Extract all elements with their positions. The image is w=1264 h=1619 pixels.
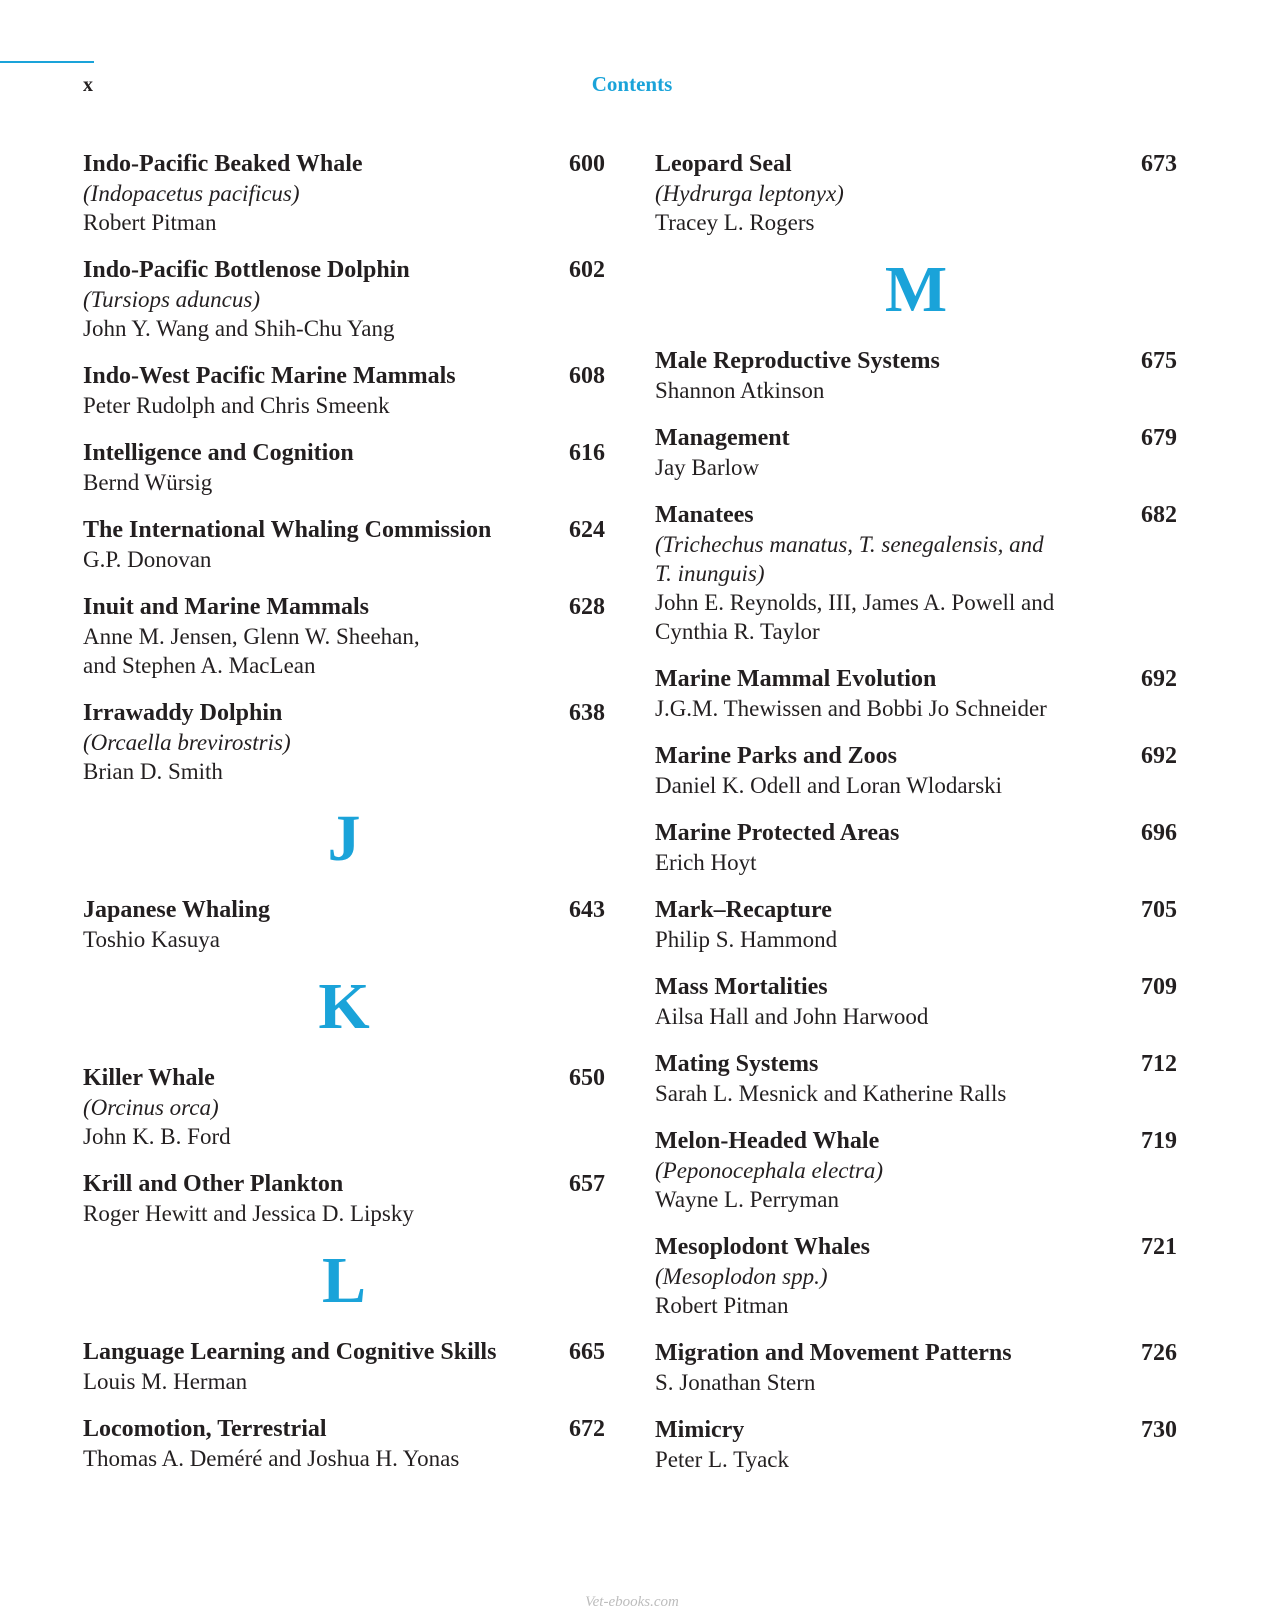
- author-line: Ailsa Hall and John Harwood: [655, 1004, 929, 1029]
- toc-entry-heading: [655, 501, 1177, 530]
- toc-entry[interactable]: [655, 501, 1177, 646]
- entry-page-number: 657: [569, 1171, 605, 1197]
- entry-page-number: 682: [1141, 502, 1177, 528]
- author-line: Sarah L. Mesnick and Katherine Ralls: [655, 1081, 1007, 1106]
- entry-page-number: 628: [569, 594, 605, 620]
- toc-entry-heading: [83, 1170, 605, 1199]
- toc-entry[interactable]: [83, 1338, 605, 1396]
- author-line: Toshio Kasuya: [83, 927, 221, 952]
- entry-title: Mark–Recapture: [655, 897, 832, 923]
- author-line: John Y. Wang and Shih-Chu Yang: [83, 316, 395, 341]
- author-line: J.G.M. Thewissen and Bobbi Jo Schneider: [655, 696, 1047, 721]
- watermark: Vet-ebooks.com: [585, 1594, 679, 1610]
- species-name: (Peponocephala electra): [655, 1158, 883, 1183]
- entry-page-number: 709: [1141, 974, 1177, 1000]
- toc-entry[interactable]: [83, 362, 605, 420]
- entry-title: Intelligence and Cognition: [83, 440, 354, 466]
- toc-entry[interactable]: [83, 516, 605, 574]
- entry-page-number: 624: [569, 517, 605, 543]
- entry-title: Marine Parks and Zoos: [655, 743, 898, 769]
- entry-page-number: 730: [1141, 1417, 1177, 1443]
- toc-entry[interactable]: [83, 593, 605, 680]
- entry-page-number: 665: [569, 1339, 605, 1365]
- entry-page-number: 679: [1141, 425, 1177, 451]
- entry-page-number: 675: [1141, 348, 1177, 374]
- author-line: Shannon Atkinson: [655, 378, 825, 403]
- author-line: S. Jonathan Stern: [655, 1370, 816, 1395]
- toc-entry-heading: [83, 1338, 605, 1367]
- toc-entry-heading: [83, 256, 605, 285]
- toc-entry-heading: [655, 896, 1177, 925]
- species-name: T. inunguis): [655, 561, 765, 586]
- author-line: Erich Hoyt: [655, 850, 757, 875]
- author-line: Louis M. Herman: [83, 1369, 248, 1394]
- corner-rule: [0, 61, 94, 63]
- entry-title: Mimicry: [655, 1417, 745, 1443]
- entry-title: Locomotion, Terrestrial: [83, 1416, 327, 1442]
- toc-entry-heading: [655, 973, 1177, 1002]
- toc-entry-heading: [655, 347, 1177, 376]
- author-line: Thomas A. Deméré and Joshua H. Yonas: [83, 1446, 460, 1471]
- toc-entry-heading: [655, 742, 1177, 771]
- author-line: John E. Reynolds, III, James A. Powell and: [655, 590, 1055, 615]
- species-name: (Mesoplodon spp.): [655, 1264, 828, 1289]
- species-name: (Hydrurga leptonyx): [655, 181, 844, 206]
- entry-page-number: 712: [1141, 1051, 1177, 1077]
- toc-entry-heading: [83, 1415, 605, 1444]
- entry-page-number: 719: [1141, 1128, 1177, 1154]
- running-head: Contents: [591, 72, 673, 96]
- entry-page-number: 673: [1141, 151, 1177, 177]
- entry-page-number: 696: [1141, 820, 1177, 846]
- entry-page-number: 721: [1141, 1234, 1177, 1260]
- author-line: Daniel K. Odell and Loran Wlodarski: [655, 773, 1003, 798]
- entry-page-number: 650: [569, 1065, 605, 1091]
- toc-entry[interactable]: [655, 896, 1177, 954]
- toc-entry-heading: [83, 896, 605, 925]
- entry-page-number: 705: [1141, 897, 1177, 923]
- toc-entry-heading: [83, 516, 605, 545]
- toc-entry[interactable]: [655, 665, 1177, 723]
- entry-page-number: 602: [569, 257, 605, 283]
- toc-entry-heading: [655, 1416, 1177, 1445]
- entry-page-number: 692: [1141, 743, 1177, 769]
- entry-title: Mesoplodont Whales: [655, 1234, 870, 1260]
- toc-entry[interactable]: [655, 424, 1177, 482]
- toc-entry-heading: [655, 424, 1177, 453]
- entry-title: Management: [655, 425, 790, 451]
- entry-title: Mass Mortalities: [655, 974, 828, 1000]
- toc-entry[interactable]: [655, 150, 1177, 237]
- toc-entry[interactable]: [655, 1050, 1177, 1108]
- toc-entry-heading: [655, 1050, 1177, 1079]
- author-line: Bernd Würsig: [83, 470, 213, 495]
- toc-entry-heading: [83, 1064, 605, 1093]
- entry-page-number: 616: [569, 440, 605, 466]
- entry-page-number: 638: [569, 700, 605, 726]
- species-name: (Trichechus manatus, T. senegalensis, and: [655, 532, 1044, 557]
- toc-entry-heading: [83, 699, 605, 728]
- entry-title: The International Whaling Commission: [83, 517, 492, 543]
- entry-title: Language Learning and Cognitive Skills: [83, 1339, 497, 1365]
- toc-entry-heading: [655, 1339, 1177, 1368]
- entry-title: Male Reproductive Systems: [655, 348, 940, 374]
- species-name: (Indopacetus pacificus): [83, 181, 300, 206]
- species-name: (Tursiops aduncus): [83, 287, 260, 312]
- author-line: Philip S. Hammond: [655, 927, 838, 952]
- toc-entry[interactable]: [655, 1416, 1177, 1474]
- toc-entry[interactable]: [83, 256, 605, 343]
- toc-entry-heading: [83, 593, 605, 622]
- entry-title: Indo-West Pacific Marine Mammals: [83, 363, 456, 389]
- entry-title: Migration and Movement Patterns: [655, 1340, 1012, 1366]
- author-line: and Stephen A. MacLean: [83, 653, 316, 678]
- author-line: Jay Barlow: [655, 455, 760, 480]
- toc-entry-heading: [655, 1233, 1177, 1262]
- author-line: Brian D. Smith: [83, 759, 223, 784]
- toc-entry[interactable]: [83, 439, 605, 497]
- entry-page-number: 608: [569, 363, 605, 389]
- entry-title: Indo-Pacific Bottlenose Dolphin: [83, 257, 410, 283]
- toc-entry-heading: [83, 439, 605, 468]
- entry-title: Marine Mammal Evolution: [655, 666, 937, 692]
- toc-entry-heading: [83, 150, 605, 179]
- entry-page-number: 672: [569, 1416, 605, 1442]
- toc-entry-heading: [655, 150, 1177, 179]
- entry-title: Indo-Pacific Beaked Whale: [83, 151, 363, 177]
- entry-title: Marine Protected Areas: [655, 820, 900, 846]
- entry-title: Krill and Other Plankton: [83, 1171, 344, 1197]
- entry-page-number: 600: [569, 151, 605, 177]
- toc-entry-heading: [655, 819, 1177, 848]
- toc-entry-heading: [655, 665, 1177, 694]
- contents-column-right: [655, 150, 1177, 1493]
- author-line: Peter Rudolph and Chris Smeenk: [83, 393, 390, 418]
- entry-title: Inuit and Marine Mammals: [83, 594, 370, 620]
- toc-entry[interactable]: [655, 973, 1177, 1031]
- contents-column-left: [83, 150, 605, 1492]
- entry-title: Leopard Seal: [655, 151, 792, 177]
- author-line: Cynthia R. Taylor: [655, 619, 820, 644]
- section-letter: M: [884, 253, 948, 326]
- entry-title: Irrawaddy Dolphin: [83, 700, 283, 726]
- species-name: (Orcinus orca): [83, 1095, 219, 1120]
- toc-entry[interactable]: [83, 699, 605, 786]
- author-line: Robert Pitman: [83, 210, 217, 235]
- toc-entry[interactable]: [83, 1170, 605, 1228]
- entry-title: Melon-Headed Whale: [655, 1128, 880, 1154]
- entry-title: Japanese Whaling: [83, 897, 270, 923]
- toc-entry[interactable]: [655, 742, 1177, 800]
- toc-entry[interactable]: [83, 150, 605, 237]
- author-line: G.P. Donovan: [83, 547, 212, 572]
- toc-entry[interactable]: [655, 347, 1177, 405]
- toc-entry[interactable]: [655, 1233, 1177, 1320]
- toc-entry[interactable]: [83, 896, 605, 954]
- toc-entry[interactable]: [655, 819, 1177, 877]
- entry-title: Manatees: [655, 502, 754, 528]
- author-line: Tracey L. Rogers: [655, 210, 815, 235]
- toc-entry-heading: [83, 362, 605, 391]
- entry-title: Mating Systems: [655, 1051, 819, 1077]
- entry-page-number: 692: [1141, 666, 1177, 692]
- section-letter: K: [318, 970, 370, 1043]
- author-line: Robert Pitman: [655, 1293, 789, 1318]
- entry-title: Killer Whale: [83, 1065, 215, 1091]
- author-line: Anne M. Jensen, Glenn W. Sheehan,: [83, 624, 420, 649]
- entry-page-number: 726: [1141, 1340, 1177, 1366]
- section-letter: L: [321, 1244, 367, 1317]
- species-name: (Orcaella brevirostris): [83, 730, 291, 755]
- author-line: Wayne L. Perryman: [655, 1187, 839, 1212]
- section-letter: J: [327, 802, 361, 875]
- toc-entry[interactable]: [83, 1064, 605, 1151]
- toc-entry[interactable]: [655, 1127, 1177, 1214]
- page-folio: x: [83, 74, 93, 96]
- toc-entry[interactable]: [655, 1339, 1177, 1397]
- author-line: Peter L. Tyack: [655, 1447, 790, 1472]
- toc-entry-heading: [655, 1127, 1177, 1156]
- author-line: Roger Hewitt and Jessica D. Lipsky: [83, 1201, 414, 1226]
- author-line: John K. B. Ford: [83, 1124, 231, 1149]
- entry-page-number: 643: [569, 897, 605, 923]
- toc-entry[interactable]: [83, 1415, 605, 1473]
